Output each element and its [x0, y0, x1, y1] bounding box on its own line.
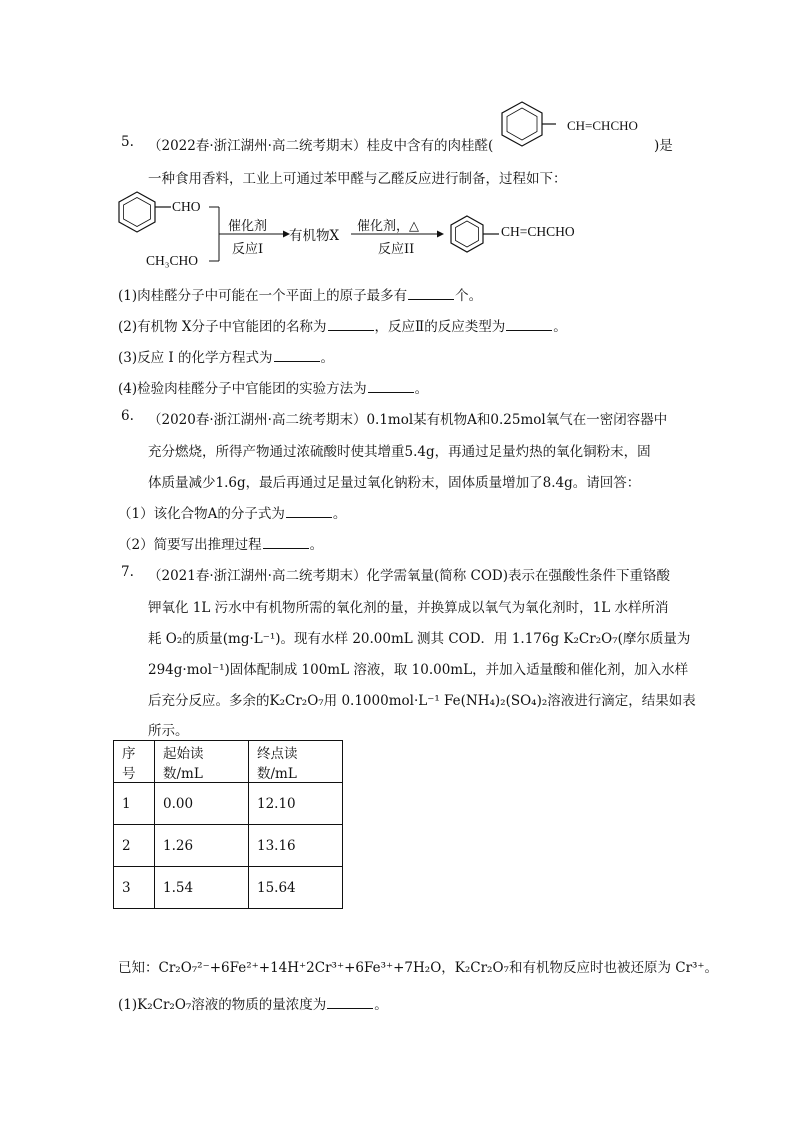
q7-line4: 294g·mol⁻¹)固体配制成 100mL 溶液，取 10.00mL，并加入适量酸和催化剂，加入水样: [148, 662, 689, 678]
q7-line6: 所示。: [148, 723, 189, 739]
q6-number: 6.: [121, 408, 134, 424]
q7-known: 已知：Cr₂O₇²⁻+6Fe²⁺+14H⁺2Cr³⁺+6Fe³⁺+7H₂O，K₂Cr₂O₇和有机物反应时也被还原为 Cr³⁺。: [118, 960, 719, 976]
q5-part1: [118, 284, 482, 304]
structure-label: CH=CHCHO: [567, 118, 638, 133]
benzaldehyde-ring-icon: [119, 192, 171, 232]
q5-line1-b: )是: [654, 138, 673, 154]
q7-line1: （2021春·浙江湖州·高二统考期末）化学需氧量(简称 COD)表示在强酸性条件下重铬酸: [148, 568, 670, 584]
cinnamaldehyde-ring-icon: [451, 216, 499, 252]
q5-line1: [148, 134, 493, 154]
q5-part3-end: 。: [320, 350, 335, 366]
q6-line2: 充分燃烧，所得产物通过浓硫酸时使其增重5.4g，再通过足量灼热的氧化铜粉末，固: [148, 444, 651, 460]
table-cell: 3: [114, 867, 155, 909]
q5-part4: [118, 377, 428, 397]
q6-part2: [118, 533, 323, 553]
q5-part1-text: (1)肉桂醛分子中可能在一个平面上的原子最多有: [118, 288, 408, 304]
scheme-intermediate: 有机物X: [289, 228, 340, 244]
q6-part1: [118, 502, 346, 522]
scheme-arrow2-bottom: 反应II: [378, 242, 415, 257]
scheme-arrow1-bottom: 反应I: [232, 242, 264, 257]
answer-blank[interactable]: [274, 349, 320, 362]
q5-part4-end: 。: [414, 381, 429, 397]
q7-number: 7.: [121, 564, 134, 580]
table-header: 终点读数/mL: [249, 741, 343, 783]
table-cell: 15.64: [249, 867, 343, 909]
benzene-ring-icon: [502, 102, 542, 146]
q5-number: 5.: [121, 134, 134, 150]
answer-blank[interactable]: [327, 996, 373, 1009]
scheme-ch3cho: CH₃CHO: [146, 253, 198, 268]
table-cell: 1.26: [155, 825, 249, 867]
q6-line3: 体质量减少1.6g，最后再通过足量过氧化钠粉末，固体质量增加了8.4g。请回答：: [148, 475, 641, 491]
cinnamaldehyde-structure: [494, 98, 556, 150]
answer-blank[interactable]: [286, 505, 332, 518]
q5-line2: 一种食用香料，工业上可通过苯甲醛与乙醛反应进行制备，过程如下：: [148, 171, 567, 187]
table-header: 序号: [114, 741, 155, 783]
table-row: [114, 825, 343, 867]
q5-part1-end: 个。: [455, 288, 483, 304]
q6-part1-end: 。: [332, 506, 347, 522]
q5-part2-end: 。: [553, 319, 567, 335]
table-cell: 13.16: [249, 825, 343, 867]
q5-line1-a: （2022春·浙江湖州·高二统考期末）桂皮中含有的肉桂醛(: [148, 138, 494, 154]
scheme-arrow2-top: 催化剂，△: [357, 219, 419, 234]
q7-line2: 钾氧化 1L 污水中有机物所需的氧化剂的量，并换算成以氧气为氧化剂时，1L 水样所消: [148, 600, 669, 616]
q5-part2-text: (2)有机物 X分子中官能团的名称为: [118, 319, 327, 335]
q7-part1-text: (1)K₂Cr₂O₇溶液的物质的量浓度为: [118, 997, 327, 1013]
table-row: [114, 867, 343, 909]
table-row: [114, 783, 343, 825]
scheme-cho: CHO: [172, 199, 201, 214]
scheme-product: CH=CHCHO: [501, 224, 575, 239]
table-cell: 1.54: [155, 867, 249, 909]
q5-part4-text: (4)检验肉桂醛分子中官能团的实验方法为: [118, 381, 367, 397]
table-cell: 0.00: [155, 783, 249, 825]
q6-part2-text: （2）简要写出推理过程: [118, 537, 262, 553]
q5-part3-text: (3)反应 I 的化学方程式为: [118, 350, 273, 366]
q6-part1-text: （1）该化合物A的分子式为: [118, 506, 285, 522]
q6-part2-end: 。: [309, 537, 324, 553]
table-cell: 1: [114, 783, 155, 825]
scheme-arrow1-top: 催化剂: [228, 219, 268, 234]
q7-line5: 后充分反应。多余的K₂Cr₂O₇用 0.1000mol·L⁻¹ Fe(NH₄)₂(SO₄)₂溶液进行滴定，结果如表: [148, 693, 696, 709]
q5-part2-mid: ，反应Ⅱ的反应类型为: [374, 319, 506, 335]
q5-part2: [118, 315, 567, 335]
answer-blank[interactable]: [368, 380, 414, 393]
q6-line1: （2020春·浙江湖州·高二统考期末）0.1mol某有机物A和0.25mol氧气在一密闭容器中: [148, 412, 668, 428]
answer-blank[interactable]: [408, 287, 454, 300]
table-header: 起始读数/mL: [155, 741, 249, 783]
table-cell: 2: [114, 825, 155, 867]
answer-blank[interactable]: [263, 536, 309, 549]
q7-part1-end: 。: [374, 997, 388, 1013]
answer-blank[interactable]: [506, 318, 552, 331]
q7-line3: 耗 O₂的质量(mg·L⁻¹)。现有水样 20.00mL 测其 COD．用 1.176g K₂Cr₂O₇(摩尔质量为: [148, 631, 691, 647]
q7-part1: [118, 993, 388, 1013]
titration-table: [113, 740, 343, 909]
q5-part3: [118, 346, 334, 366]
answer-blank[interactable]: [328, 318, 374, 331]
table-cell: 12.10: [249, 783, 343, 825]
table-header-row: [114, 741, 343, 783]
